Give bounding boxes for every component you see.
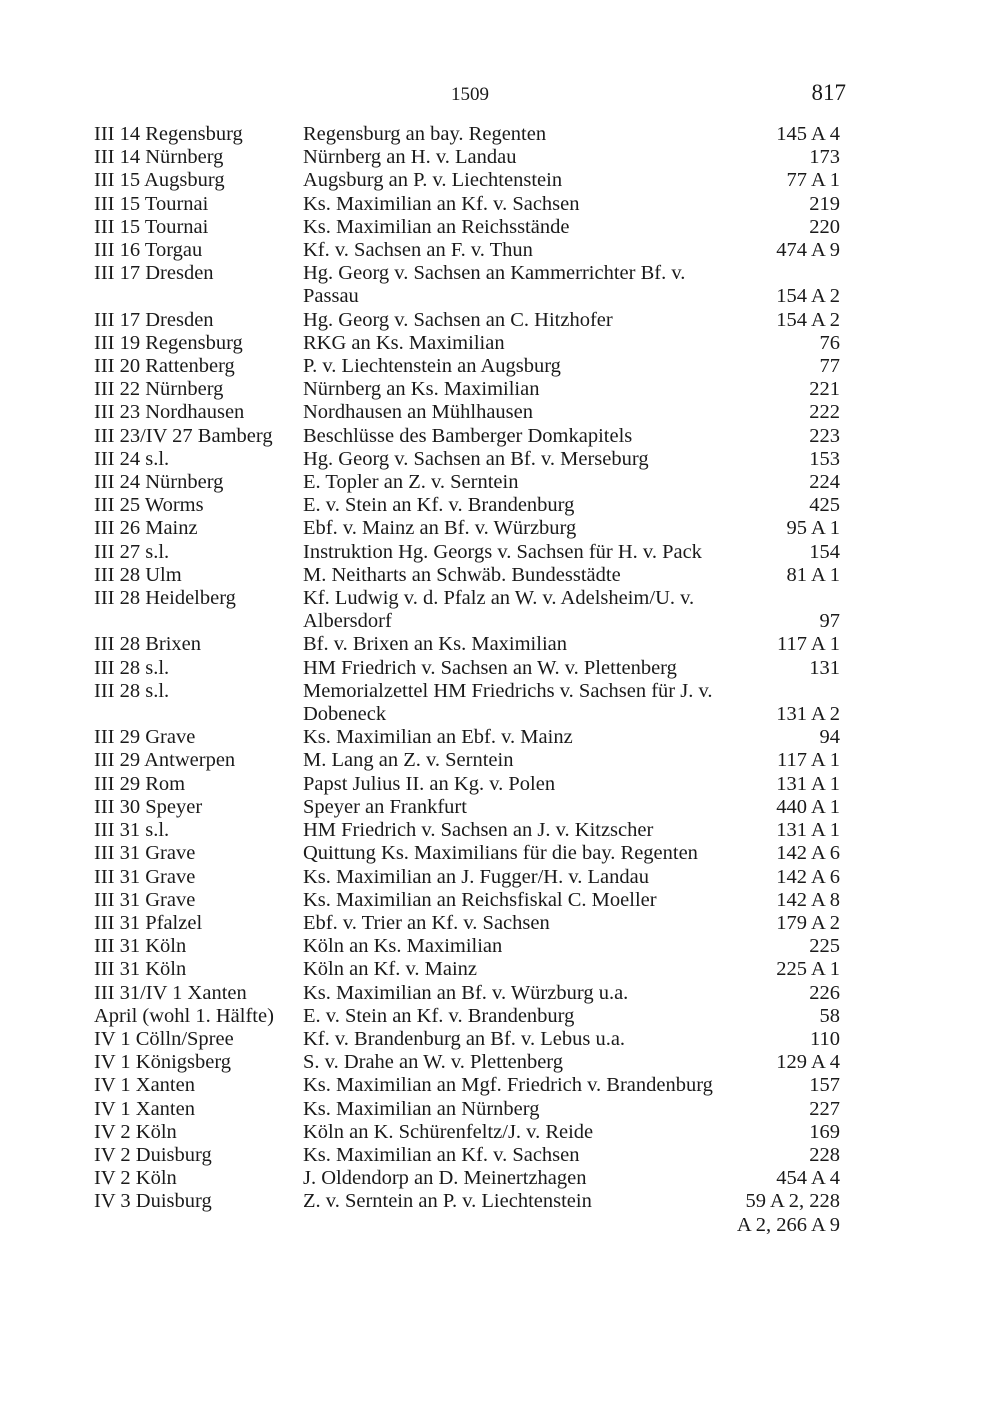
entry-date: III 19 Regensburg [94,331,243,354]
entry-description: Instruktion Hg. Georgs v. Sachsen für H. v. Pack [303,540,702,563]
entry-reference: 226 [809,981,840,1004]
register-entry [94,749,840,772]
register-entry [94,355,840,378]
register-entry [94,425,840,448]
entry-reference: 131 A 1 [776,819,840,842]
entry-description: RKG an Ks. Maximilian [303,331,505,354]
entry-reference: 131 A 1 [776,772,840,795]
entry-description: Speyer an Frankfurt [303,795,467,818]
register-entry [94,1028,840,1051]
entry-description: Hg. Georg v. Sachsen an Bf. v. Merseburg [303,447,649,470]
entry-description: Ks. Maximilian an Nürnberg [303,1097,540,1120]
entry-description: P. v. Liechtenstein an Augsburg [303,355,561,378]
entry-date: III 31 Köln [94,935,187,958]
entry-description: E. v. Stein an Kf. v. Brandenburg [303,1004,575,1027]
entry-description: HM Friedrich v. Sachsen an J. v. Kitzscher [303,819,654,842]
register-entry [94,842,840,865]
register-entry [94,262,840,308]
entry-date: III 29 Grave [94,726,196,749]
entry-date: III 29 Rom [94,772,186,795]
entry-date: III 27 s.l. [94,540,170,563]
entry-date: III 24 Nürnberg [94,471,224,494]
entry-description: M. Neitharts an Schwäb. Bundesstädte [303,563,621,586]
entry-reference: 76 [819,331,840,354]
entry-reference: 157 [809,1074,840,1097]
register-entry [94,633,840,656]
entry-reference: 454 A 4 [776,1167,840,1190]
chronological-register [94,123,840,1237]
register-entry [94,657,840,680]
register-entry [94,912,840,935]
entry-date: III 28 s.l. [94,656,170,679]
entry-date: III 15 Tournai [94,215,209,238]
entry-reference: 142 A 6 [776,842,840,865]
entry-description: E. Topler an Z. v. Serntein [303,471,519,494]
entry-date: III 29 Antwerpen [94,749,236,772]
entry-date: III 31/IV 1 Xanten [94,981,247,1004]
entry-description: E. v. Stein an Kf. v. Brandenburg [303,494,575,517]
register-entry [94,401,840,424]
entry-reference: 131 [809,656,840,679]
register-entry [94,819,840,842]
entry-description: Beschlüsse des Bamberger Domkapitels [303,424,633,447]
register-entry [94,332,840,355]
entry-reference: 220 [809,215,840,238]
entry-date: III 24 s.l. [94,447,170,470]
entry-date: April (wohl 1. Hälfte) [94,1004,274,1027]
entry-date: IV 1 Xanten [94,1097,195,1120]
entry-date: III 31 Grave [94,888,196,911]
register-entry [94,1051,840,1074]
entry-date: IV 2 Köln [94,1167,177,1190]
entry-reference: 142 A 8 [776,888,840,911]
entry-date: IV 2 Duisburg [94,1143,212,1166]
entry-date: IV 3 Duisburg [94,1190,212,1213]
running-head: 1509 [451,84,489,105]
entry-description: Hg. Georg v. Sachsen an Kammerrichter Bf. v. Passau [303,262,686,308]
entry-reference: 97 [819,610,840,633]
entry-date: III 30 Speyer [94,795,203,818]
entry-reference: 474 A 9 [776,239,840,262]
register-entry [94,494,840,517]
register-entry [94,378,840,401]
entry-description: Köln an Kf. v. Mainz [303,958,478,981]
entry-reference: 129 A 4 [776,1051,840,1074]
register-entry [94,448,840,471]
entry-description: Ks. Maximilian an Mgf. Friedrich v. Brandenburg [303,1074,713,1097]
entry-reference: 173 [809,146,840,169]
entry-reference: 222 [809,401,840,424]
entry-description: M. Lang an Z. v. Serntein [303,749,514,772]
entry-reference: 142 A 6 [776,865,840,888]
register-entry [94,239,840,262]
entry-reference: 58 [819,1004,840,1027]
entry-reference: 225 A 1 [776,958,840,981]
register-entry [94,889,840,912]
entry-reference: 95 A 1 [786,517,840,540]
register-entry [94,193,840,216]
entry-reference: 219 [809,192,840,215]
entry-description: Ks. Maximilian an Kf. v. Sachsen [303,1143,580,1166]
entry-reference: 224 [809,471,840,494]
entry-reference: 154 A 2 [776,308,840,331]
entry-date: III 15 Augsburg [94,169,225,192]
entry-reference-continued: A 2, 266 A 9 [736,1213,840,1236]
entry-date: III 20 Rattenberg [94,355,235,378]
entry-date: III 28 Brixen [94,633,202,656]
entry-description: J. Oldendorp an D. Meinertzhagen [303,1167,587,1190]
entry-description: Papst Julius II. an Kg. v. Polen [303,772,556,795]
entry-date: IV 2 Köln [94,1120,177,1143]
entry-reference: 145 A 4 [776,123,840,145]
entry-description: Ks. Maximilian an J. Fugger/H. v. Landau [303,865,649,888]
entry-date: III 14 Nürnberg [94,146,224,169]
register-entry [94,1144,840,1167]
entry-reference: 154 A 2 [776,285,840,308]
entry-date: III 15 Tournai [94,192,209,215]
entry-date: III 26 Mainz [94,517,198,540]
entry-description: Augsburg an P. v. Liechtenstein [303,169,563,192]
entry-description: Nürnberg an Ks. Maximilian [303,378,540,401]
register-entry [94,796,840,819]
register-entry [94,169,840,192]
entry-reference: 225 [809,935,840,958]
register-entry [94,471,840,494]
entry-description: Ks. Maximilian an Ebf. v. Mainz [303,726,573,749]
register-entry [94,982,840,1005]
reference-continuation [94,1214,840,1237]
entry-description: Ks. Maximilian an Bf. v. Würzburg u.a. [303,981,629,1004]
entry-reference: 154 [809,540,840,563]
entry-reference: 221 [809,378,840,401]
register-entry [94,123,840,146]
entry-reference: 228 [809,1143,840,1166]
entry-date: III 14 Regensburg [94,123,243,145]
page-number: 817 [811,80,846,105]
entry-description: Ks. Maximilian an Reichsstände [303,215,570,238]
entry-date: III 28 s.l. [94,679,170,702]
register-entry [94,1121,840,1144]
entry-date: III 16 Torgau [94,239,203,262]
entry-reference: 81 A 1 [786,563,840,586]
entry-reference: 179 A 2 [776,911,840,934]
entry-date: IV 1 Cölln/Spree [94,1027,234,1050]
register-entry [94,517,840,540]
entry-date: III 17 Dresden [94,308,214,331]
entry-description: Hg. Georg v. Sachsen an C. Hitzhofer [303,308,613,331]
register-entry [94,1074,840,1097]
entry-description: Ks. Maximilian an Kf. v. Sachsen [303,192,580,215]
entry-date: IV 1 Xanten [94,1074,195,1097]
entry-date: III 31 Köln [94,958,187,981]
entry-date: III 28 Heidelberg [94,587,236,610]
entry-date: III 17 Dresden [94,262,214,285]
register-entry-last [94,1190,840,1213]
entry-description: Nordhausen an Mühlhausen [303,401,534,424]
entry-description: Kf. v. Brandenburg an Bf. v. Lebus u.a. [303,1027,626,1050]
register-entry [94,587,840,633]
entry-list [94,123,840,1190]
register-entry [94,1167,840,1190]
entry-description: S. v. Drahe an W. v. Plettenberg [303,1051,564,1074]
entry-reference: 94 [819,726,840,749]
entry-date: IV 1 Königsberg [94,1051,232,1074]
entry-reference: 110 [810,1027,840,1050]
register-entry [94,541,840,564]
entry-description: Bf. v. Brixen an Ks. Maximilian [303,633,567,656]
entry-reference: 440 A 1 [776,795,840,818]
register-entry [94,866,840,889]
register-entry [94,726,840,749]
entry-description: Kf. v. Sachsen an F. v. Thun [303,239,533,262]
entry-description: Ebf. v. Trier an Kf. v. Sachsen [303,911,550,934]
entry-description: Memorialzettel HM Friedrichs v. Sachsen für J. v. Dobeneck [303,679,713,726]
register-entry [94,773,840,796]
entry-date: III 23/IV 27 Bamberg [94,424,273,447]
entry-reference: 131 A 2 [776,703,840,726]
entry-reference: 227 [809,1097,840,1120]
entry-date: III 31 s.l. [94,819,170,842]
register-entry [94,216,840,239]
entry-description: Ebf. v. Mainz an Bf. v. Würzburg [303,517,577,540]
entry-description: Nürnberg an H. v. Landau [303,146,517,169]
entry-reference: 77 A 1 [786,169,840,192]
register-entry [94,935,840,958]
entry-date: III 31 Grave [94,865,196,888]
entry-reference: 153 [809,447,840,470]
register-entry [94,1098,840,1121]
entry-reference: 77 [819,355,840,378]
entry-description: Ks. Maximilian an Reichsfiskal C. Moeller [303,888,657,911]
register-entry [94,680,840,726]
entry-reference: 117 A 1 [776,633,840,656]
entry-date: III 23 Nordhausen [94,401,245,424]
page-header [94,80,846,110]
entry-description: Regensburg an bay. Regenten [303,123,547,145]
entry-date: III 22 Nürnberg [94,378,224,401]
entry-reference: 169 [809,1120,840,1143]
entry-description: Kf. Ludwig v. d. Pfalz an W. v. Adelsheim/U. v. Albersdorf [303,587,695,633]
entry-date: III 25 Worms [94,494,204,517]
entry-date: III 28 Ulm [94,563,182,586]
entry-description: Köln an Ks. Maximilian [303,935,503,958]
entry-date: III 31 Grave [94,842,196,865]
register-entry [94,564,840,587]
register-entry [94,146,840,169]
entry-date: III 31 Pfalzel [94,911,203,934]
entry-reference: 223 [809,424,840,447]
entry-reference: 117 A 1 [776,749,840,772]
entry-description: Quittung Ks. Maximilians für die bay. Regenten [303,842,698,865]
entry-description: HM Friedrich v. Sachsen an W. v. Plettenberg [303,656,677,679]
entry-reference: 425 [809,494,840,517]
register-entry [94,958,840,981]
register-entry [94,309,840,332]
entry-reference: 59 A 2, 228 [745,1190,840,1213]
register-entry [94,1005,840,1028]
entry-description: Z. v. Serntein an P. v. Liechtenstein [303,1190,592,1213]
entry-description: Köln an K. Schürenfeltz/J. v. Reide [303,1120,594,1143]
